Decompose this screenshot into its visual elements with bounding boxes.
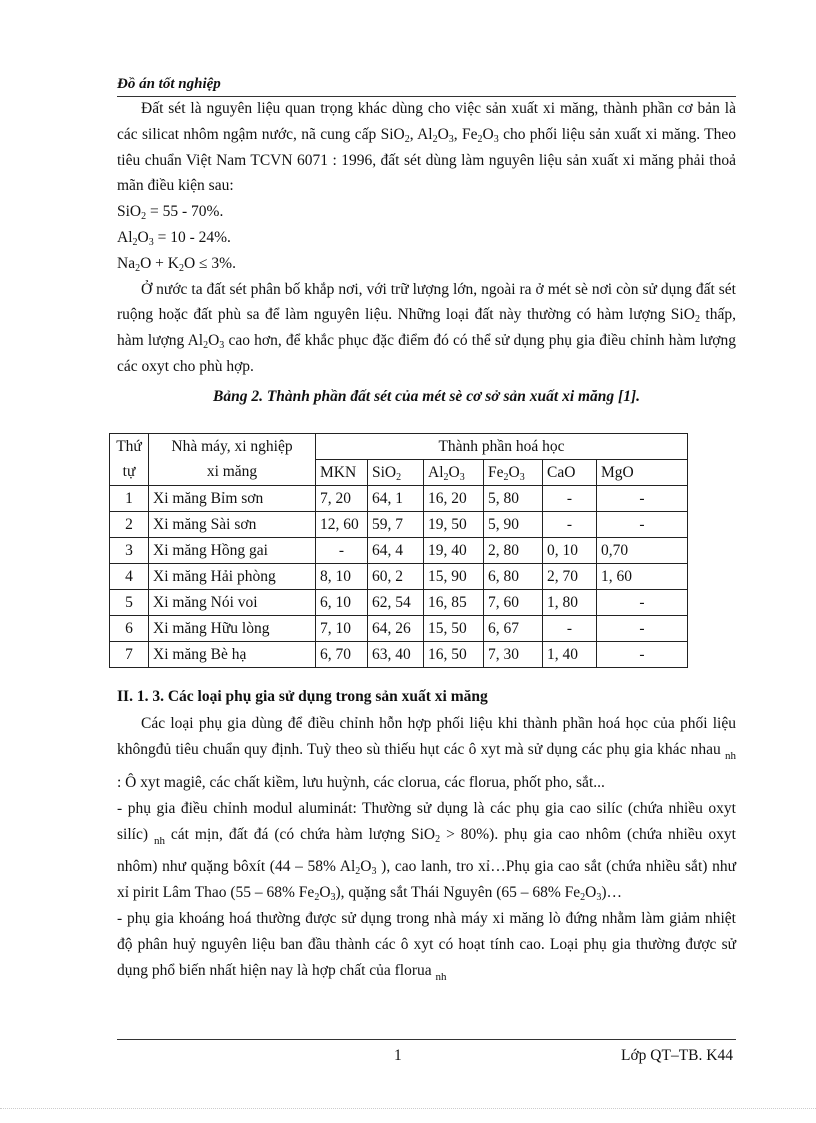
table-cell: 2 [110, 511, 149, 537]
header-fe2o3: $Fe_2O_3$ [484, 459, 543, 485]
table-row [110, 485, 688, 511]
table-cell: 64, 26 [368, 615, 424, 641]
page-break-dots [0, 1108, 816, 1109]
bullet-mineralizer: - phụ gia khoáng hoá thường được sử dụng trong nhà máy xi măng lò đứng nhằm làm giảm nhiệt độ phân huỷ nguyên liệu ban đầu thành các ô xyt có hoạt tính cao. Loại phụ gia thường được sử dụng phổ biến nhất hiện nay là hợp chất của florua $_{nh}$ [117, 909, 736, 983]
header-mkn: MKN [316, 459, 368, 485]
condition-alkali: $Na_2O + K_2O \le 3\%$. [117, 254, 236, 274]
table-cell: 5 [110, 589, 149, 615]
table-cell: 60, 2 [368, 563, 424, 589]
table-header-row [110, 433, 688, 459]
condition-sio2: SiO$_2$ = 55 - 70%. [117, 203, 224, 223]
table-row [110, 589, 688, 615]
table-cell: 63, 40 [368, 641, 424, 667]
table-cell: 2, 80 [484, 537, 543, 563]
table-cell: - [543, 485, 597, 511]
header-sio2: SiO$_2$ [368, 459, 424, 485]
condition-al2o3: $Al_2O_3 = 10 - 24\%$. [117, 228, 231, 248]
table-row [110, 511, 688, 537]
table-cell: 7, 20 [316, 485, 368, 511]
table-cell: 1 [110, 485, 149, 511]
table-cell: 2, 70 [543, 563, 597, 589]
document-body [117, 96, 736, 990]
table-cell: 6, 70 [316, 641, 368, 667]
table-cell: 6, 80 [484, 563, 543, 589]
footer-divider [117, 1039, 736, 1040]
table-cell: - [543, 615, 597, 641]
table-cell: 6, 10 [316, 589, 368, 615]
table-cell: 1, 80 [543, 589, 597, 615]
table-cell: - [543, 511, 597, 537]
table-cell: 4 [110, 563, 149, 589]
table-cell: - [597, 641, 688, 667]
table-cell: 16, 85 [424, 589, 484, 615]
factory-name-cell: Xi măng Hữu lòng [149, 615, 316, 641]
table-cell: 16, 50 [424, 641, 484, 667]
table-cell: 5, 80 [484, 485, 543, 511]
factory-name-cell: Xi măng Bè hạ [149, 641, 316, 667]
table-cell: 62, 54 [368, 589, 424, 615]
factory-name-cell: Xi măng Hải phòng [149, 563, 316, 589]
table-cell: 1, 40 [543, 641, 597, 667]
table-row [110, 615, 688, 641]
table-cell: 7 [110, 641, 149, 667]
intro-paragraph: Đất sét là nguyên liệu quan trọng khác dùng cho việc sản xuất xi măng, thành phần cơ bản là các silicat nhôm ngậm nước, nã cung cấp SiO$_2$, $Al_2O_3$, $Fe_2O_3$ cho phối liệu sản xuất xi măng. Theo tiêu chuẩn Việt Nam TCVN 6071 : 1996, đất sét dùng làm nguyên liệu sản xuất xi măng phải thoả mãn điều kiện sau: [117, 100, 736, 195]
table-cell: 19, 50 [424, 511, 484, 537]
table-cell: 15, 90 [424, 563, 484, 589]
section-heading: II. 1. 3. Các loại phụ gia sử dụng trong sản xuất xi măng [117, 687, 488, 705]
table-cell: 0, 10 [543, 537, 597, 563]
table-cell: 7, 10 [316, 615, 368, 641]
table-row [110, 537, 688, 563]
table-cell: 7, 60 [484, 589, 543, 615]
table-cell: 7, 30 [484, 641, 543, 667]
table-row [110, 641, 688, 667]
header-factory: Nhà máy, xi nghiệp xi măng [149, 433, 316, 485]
table-cell: 8, 10 [316, 563, 368, 589]
table-cell: - [597, 485, 688, 511]
clay-composition-table [109, 433, 688, 668]
footer-class-label: Lớp QT–TB. K44 [621, 1047, 733, 1064]
bullet-aluminate-modulus: - phụ gia điều chỉnh modul aluminát: Thường sử dụng là các phụ gia cao silíc (chứa nhiều oxyt silíc) $_{nh}$ cát mịn, đất đá (có chứa hàm lượng SiO$_2$ > 80%). phụ gia cao nhôm (chứa nhiều oxyt nhôm) như quặng bôxít (44 – 58% $Al_2O_3$ ), cao lanh, tro xỉ…Phụ gia cao sắt (chứa nhiều sắt) như xỉ pirit Lâm Thao (55 – 68% $Fe_2O_3$), quặng sắt Thái Nguyên (65 – 68% $Fe_2O_3)\dots$ [117, 799, 736, 904]
paragraph-local-clay: Ở nước ta đất sét phân bố khắp nơi, với trữ lượng lớn, ngoài ra ở mét sè nơi còn sử dụng đất sét ruộng hoặc đất phù sa để làm nguyên liệu. Những loại đất này thường có hàm lượng SiO$_2$ thấp, hàm lượng $Al_2O_3$ cao hơn, để khắc phục đặc điểm đó có thể sử dụng phụ gia điều chỉnh hàm lượng các oxyt cho phù hợp. [117, 280, 736, 375]
table-cell: - [597, 589, 688, 615]
table-cell: 12, 60 [316, 511, 368, 537]
running-header: Đồ án tốt nghiệp [117, 76, 736, 97]
additives-paragraph: Các loại phụ gia dùng để điều chỉnh hỗn hợp phối liệu khi thành phần hoá học của phối liệu khôngđủ tiêu chuẩn quy định. Tuỳ theo sù thiếu hụt các ô xyt mà sử dụng các phụ gia khác nhau $_{nh}$ : Ô xyt magiê, các chất kiềm, lưu huỳnh, các clorua, các florua, phốt pho, sắt... [117, 715, 736, 791]
table-cell: 19, 40 [424, 537, 484, 563]
factory-name-cell: Xi măng Bỉm sơn [149, 485, 316, 511]
table-caption: Bảng 2. Thành phần đất sét của mét sè cơ sở sản xuất xi măng [1]. [212, 387, 640, 405]
factory-name-cell: Xi măng Hồng gai [149, 537, 316, 563]
table-row [110, 563, 688, 589]
header-al2o3: $Al_2O_3$ [424, 459, 484, 485]
table-cell: 3 [110, 537, 149, 563]
page-number: 1 [394, 1047, 402, 1064]
table-cell: - [597, 511, 688, 537]
header-stt: Thứ tự [110, 433, 149, 485]
factory-name-cell: Xi măng Sài sơn [149, 511, 316, 537]
factory-name-cell: Xi măng Nói voi [149, 589, 316, 615]
table-cell: 16, 20 [424, 485, 484, 511]
table-cell: 64, 1 [368, 485, 424, 511]
table-cell: - [316, 537, 368, 563]
table-cell: 15, 50 [424, 615, 484, 641]
table-cell: 5, 90 [484, 511, 543, 537]
table-cell: 0,70 [597, 537, 688, 563]
table-cell: 59, 7 [368, 511, 424, 537]
table-cell: 1, 60 [597, 563, 688, 589]
header-chemical-composition: Thành phần hoá học [316, 433, 688, 459]
header-mgo: MgO [597, 459, 688, 485]
table-cell: 6, 67 [484, 615, 543, 641]
header-cao: CaO [543, 459, 597, 485]
table-cell: 64, 4 [368, 537, 424, 563]
table-cell: 6 [110, 615, 149, 641]
table-cell: - [597, 615, 688, 641]
